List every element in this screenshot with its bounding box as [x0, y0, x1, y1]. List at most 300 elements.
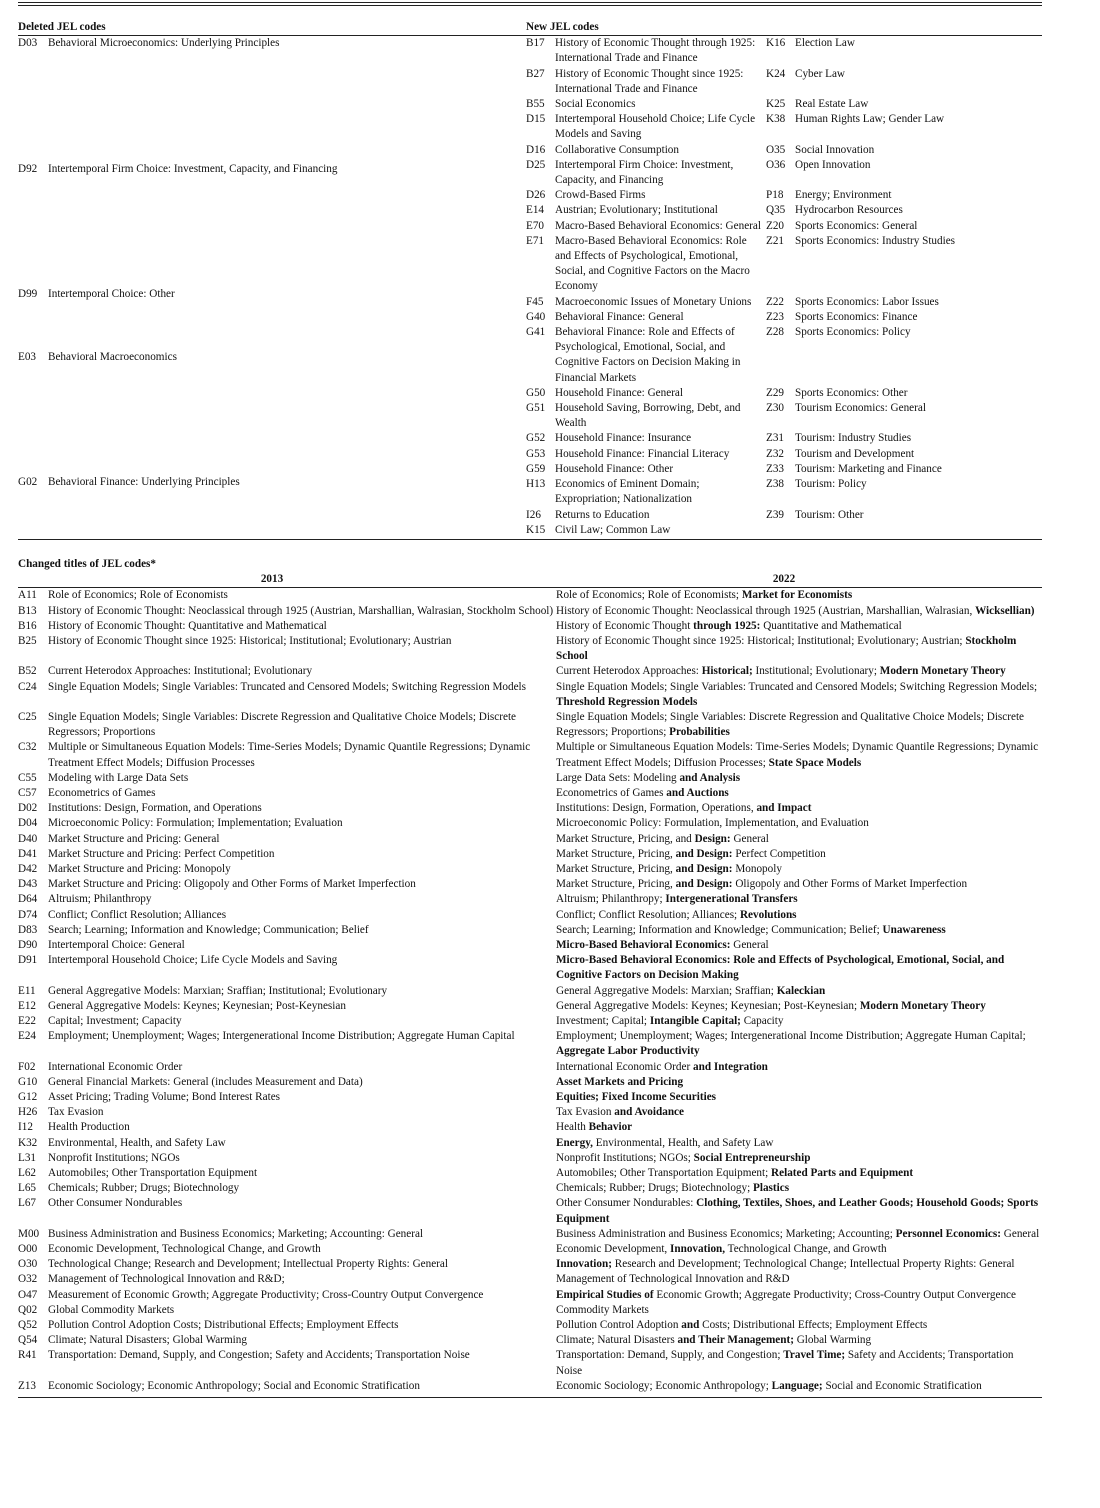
- deleted-codes-table: [18, 36, 526, 538]
- new-title-2022: [556, 1166, 1042, 1181]
- new-code: Z29: [766, 386, 785, 399]
- unchanged-text: General: [1000, 1227, 1040, 1240]
- new-title-2022: [556, 938, 1042, 953]
- new-code-title: Sports Economics: Other: [795, 386, 908, 399]
- changed-title-row: [18, 862, 1042, 877]
- new-code-title: Intertemporal Household Choice; Life Cycle Models and Saving: [555, 113, 756, 141]
- new-code-title: Sports Economics: Policy: [795, 326, 911, 339]
- new-code-row: [526, 431, 1042, 446]
- changed-code: D40: [18, 832, 38, 845]
- new-code-title: Energy; Environment: [795, 189, 892, 202]
- year-header-row: [18, 572, 1042, 587]
- changed-title-row: [18, 1227, 1042, 1242]
- new-code-row: [526, 143, 1042, 158]
- new-title-2022: [556, 908, 1042, 923]
- new-code-title: Macro-Based Behavioral Economics: General: [555, 219, 761, 232]
- unchanged-text: History of Economic Thought: Neoclassical through 1925 (Austrian, Marshallian, Walrasian,: [556, 604, 976, 617]
- new-code-title: Sports Economics: Finance: [795, 310, 918, 323]
- new-code: E70: [526, 219, 545, 232]
- changed-title-row: [18, 1060, 1042, 1075]
- unchanged-text: Market Structure, Pricing,: [556, 878, 676, 891]
- new-code: D15: [526, 113, 546, 126]
- deleted-code-row: [18, 475, 526, 538]
- new-codes-header: New JEL codes: [526, 21, 599, 33]
- new-code: G53: [526, 447, 546, 460]
- changed-text-bold: Equities; Fixed Income Securities: [556, 1091, 717, 1104]
- unchanged-text: Current Heterodox Approaches:: [556, 665, 702, 678]
- new-code-title: Intertemporal Firm Choice: Investment, Capacity, and Financing: [555, 158, 734, 187]
- changed-title-row: [18, 847, 1042, 862]
- new-code: O36: [766, 158, 786, 171]
- unchanged-text: General: [730, 938, 769, 951]
- changed-text-bold: Related Parts and Equipment: [771, 1167, 914, 1180]
- changed-title-row: [18, 1014, 1042, 1029]
- new-title-2022: [556, 847, 1042, 862]
- new-code-row: [526, 219, 1042, 234]
- changed-text-bold: Probabilities: [669, 726, 730, 739]
- new-title-2022: [556, 832, 1042, 847]
- changed-title-row: [18, 832, 1042, 847]
- new-code-row: [526, 234, 1042, 295]
- changed-code: E22: [18, 1015, 37, 1027]
- new-code: Z33: [766, 462, 785, 475]
- new-code: Q35: [766, 204, 786, 217]
- changed-code: L31: [18, 1151, 37, 1164]
- new-code-row: [526, 523, 1042, 538]
- changed-code: I12: [18, 1121, 33, 1134]
- new-code: E71: [526, 234, 545, 247]
- new-code-title: Behavioral Finance: Role and Effects of Psychological, Emotional, Social, and Cognitive Factors on Decision Making in Financial Markets: [555, 326, 741, 384]
- new-code-title: Sports Economics: General: [795, 219, 918, 232]
- new-code-row: [526, 462, 1042, 477]
- changed-code: D83: [18, 923, 38, 936]
- new-code: G52: [526, 432, 546, 445]
- new-code: G50: [526, 386, 546, 399]
- changed-code: E11: [18, 984, 36, 997]
- unchanged-text: Pollution Control Adoption: [556, 1319, 682, 1332]
- new-code-title: Civil Law; Common Law: [555, 523, 671, 536]
- changed-text-bold: and Impact: [756, 802, 812, 815]
- changed-title-row: [18, 710, 1042, 740]
- old-title-2013: General Aggregative Models: Keynes; Keynesian; Post-Keynesian: [48, 999, 346, 1012]
- changed-title-row: [18, 634, 1042, 664]
- new-code-title: Household Finance: Other: [555, 462, 674, 475]
- old-title-2013: Automobiles; Other Transportation Equipment: [48, 1167, 258, 1180]
- old-title-2013: Global Commodity Markets: [48, 1303, 175, 1316]
- changed-text-bold: Historical;: [701, 665, 753, 678]
- new-title-2022: [556, 1151, 1042, 1166]
- new-title-2022: [556, 1318, 1042, 1333]
- changed-text-bold: Design:: [694, 832, 731, 845]
- new-code: K24: [766, 67, 786, 80]
- changed-code: Q52: [18, 1319, 38, 1332]
- unchanged-text: Economic Development,: [556, 1243, 671, 1256]
- new-code-row: [526, 36, 1042, 66]
- changed-code: E24: [18, 1030, 37, 1043]
- new-title-2022: [556, 801, 1042, 816]
- old-title-2013: Tax Evasion: [48, 1106, 104, 1119]
- changed-text-bold: and Auctions: [666, 786, 729, 799]
- changed-code: D42: [18, 862, 38, 875]
- changed-title-row: [18, 1288, 1042, 1303]
- changed-title-row: [18, 740, 1042, 770]
- new-code-title: Household Finance: General: [555, 386, 683, 399]
- changed-text-bold: and Integration: [693, 1060, 768, 1073]
- new-code: G51: [526, 402, 546, 415]
- new-title-2022: [556, 1136, 1042, 1151]
- changed-code: C25: [18, 710, 37, 723]
- new-code: D26: [526, 189, 546, 202]
- old-title-2013: Pollution Control Adoption Costs; Distributional Effects; Employment Effects: [48, 1319, 399, 1332]
- old-title-2013: Microeconomic Policy: Formulation; Implementation; Evaluation: [48, 817, 343, 830]
- changed-title-row: [18, 1333, 1042, 1348]
- new-title-2022: [556, 1288, 1042, 1303]
- changed-code: H26: [18, 1106, 38, 1119]
- new-code-title: Tourism: Industry Studies: [795, 432, 912, 445]
- changed-text-bold: Plastics: [753, 1182, 790, 1195]
- changed-title-row: [18, 1348, 1042, 1378]
- changed-title-row: [18, 1151, 1042, 1166]
- unchanged-text: Economic Sociology; Economic Anthropology;: [556, 1379, 772, 1392]
- changed-code: M00: [18, 1227, 40, 1240]
- new-title-2022: [556, 1060, 1042, 1075]
- unchanged-text: Econometrics of Games: [556, 786, 667, 799]
- new-title-2022: [556, 1348, 1042, 1378]
- changed-text-bold: Energy,: [556, 1136, 593, 1149]
- changed-title-row: [18, 1075, 1042, 1090]
- new-code-title: History of Economic Thought through 1925: International Trade and Finance: [555, 37, 756, 65]
- old-title-2013: Altruism; Philanthropy: [48, 893, 152, 906]
- new-code-row: [526, 401, 1042, 431]
- changed-code: D41: [18, 847, 38, 860]
- changed-title-row: [18, 938, 1042, 953]
- changed-code: Z13: [18, 1379, 37, 1392]
- changed-code: L62: [18, 1167, 37, 1180]
- changed-code: D91: [18, 954, 38, 967]
- new-title-2022: [556, 786, 1042, 801]
- unchanged-text: Tax Evasion: [556, 1106, 615, 1119]
- changed-title-row: [18, 1318, 1042, 1333]
- new-codes-table: [526, 36, 1042, 538]
- changed-text-bold: Empirical Studies of: [556, 1288, 654, 1301]
- new-code-title: Open Innovation: [795, 158, 871, 171]
- new-code-row: [526, 67, 1042, 97]
- changed-title-row: [18, 1196, 1042, 1226]
- new-code: G41: [526, 326, 546, 339]
- new-code-row: [526, 295, 1042, 310]
- new-code: [766, 523, 795, 538]
- changed-code: D43: [18, 878, 38, 891]
- changed-code: D04: [18, 817, 38, 830]
- new-code-title: Tourism Economics: General: [795, 402, 926, 415]
- changed-code: C55: [18, 771, 37, 784]
- unchanged-text: General Aggregative Models: Keynes; Keynesian; Post-Keynesian;: [556, 999, 860, 1012]
- changed-title-row: [18, 1242, 1042, 1257]
- new-code: B55: [526, 98, 545, 111]
- new-code: K25: [766, 98, 786, 111]
- old-title-2013: General Aggregative Models: Marxian; Sraffian; Institutional; Evolutionary: [48, 984, 388, 997]
- new-title-2022: [556, 1120, 1042, 1135]
- changed-title-row: [18, 786, 1042, 801]
- unchanged-text: Commodity Markets: [556, 1303, 649, 1316]
- new-title-2022: [556, 710, 1042, 740]
- changed-text-bold: Innovation;: [556, 1258, 612, 1271]
- new-code: B27: [526, 67, 545, 80]
- unchanged-text: Investment; Capital;: [556, 1015, 650, 1027]
- changed-code: O00: [18, 1243, 38, 1256]
- changed-code: K32: [18, 1136, 38, 1149]
- old-title-2013: Climate; Natural Disasters; Global Warming: [48, 1334, 247, 1347]
- changed-text-bold: State Space Models: [768, 756, 862, 769]
- changed-text-bold: Innovation,: [670, 1243, 726, 1256]
- changed-code: D02: [18, 802, 38, 815]
- unchanged-text: Costs; Distributional Effects; Employment Effects: [699, 1319, 928, 1332]
- new-code: P18: [766, 189, 784, 202]
- changed-text-bold: Modern Monetary Theory: [879, 665, 1006, 678]
- old-title-2013: Role of Economics; Role of Economists: [48, 589, 228, 602]
- changed-title-row: [18, 604, 1042, 619]
- new-code-title: Social Economics: [555, 98, 636, 111]
- new-code: E14: [526, 204, 545, 217]
- new-code-row: [526, 508, 1042, 523]
- new-code-title: Household Finance: Financial Literacy: [555, 447, 730, 460]
- changed-text-bold: Travel Time;: [783, 1349, 846, 1362]
- changed-code: G12: [18, 1091, 38, 1104]
- deleted-code: E03: [18, 350, 37, 363]
- old-title-2013: Measurement of Economic Growth; Aggregate Productivity; Cross-Country Output Convergence: [48, 1288, 484, 1301]
- old-title-2013: Search; Learning; Information and Knowledge; Communication; Belief: [48, 923, 369, 936]
- changed-code: C32: [18, 741, 37, 754]
- unchanged-text: Single Equation Models; Single Variables: Discrete Regression and Qualitative Choice Models; Discrete Regressors; Proportions;: [556, 710, 1025, 739]
- changed-code: L67: [18, 1197, 37, 1210]
- changed-text-bold: and Design:: [675, 862, 733, 875]
- unchanged-text: Role of Economics; Role of Economists;: [556, 589, 742, 602]
- unchanged-text: Multiple or Simultaneous Equation Models: Time-Series Models; Dynamic Quantile Regressions; Dynamic Treatment Effect Models; Diffusion Processes;: [556, 741, 1039, 769]
- old-title-2013: Single Equation Models; Single Variables: Discrete Regression and Qualitative Choice Models; Discrete Regressors; Proportions: [48, 710, 517, 739]
- changed-code: B13: [18, 604, 37, 617]
- deleted-code: G02: [18, 476, 38, 489]
- deleted-code-row: [18, 36, 526, 161]
- deleted-title: Behavioral Microeconomics: Underlying Principles: [48, 37, 280, 50]
- new-title-2022: [556, 1242, 1042, 1257]
- changed-code: R41: [18, 1349, 37, 1362]
- changed-code: L65: [18, 1182, 37, 1195]
- changed-code: B52: [18, 665, 37, 678]
- changed-title-row: [18, 999, 1042, 1014]
- changed-text-bold: Asset Markets and Pricing: [556, 1075, 684, 1088]
- deleted-title: Intertemporal Choice: Other: [48, 288, 175, 301]
- new-title-2022: [556, 1105, 1042, 1120]
- new-code-row: [526, 477, 1042, 507]
- unchanged-text: Capacity: [740, 1015, 784, 1027]
- changed-text-bold: Modern Monetary Theory: [859, 999, 986, 1012]
- new-title-2022: [556, 634, 1042, 664]
- old-title-2013: Market Structure and Pricing: Monopoly: [48, 862, 231, 875]
- old-title-2013: International Economic Order: [48, 1060, 183, 1073]
- unchanged-text: Oligopoly and Other Forms of Market Imperfection: [732, 878, 968, 891]
- new-code-title: Human Rights Law; Gender Law: [795, 113, 945, 126]
- changed-title-row: [18, 664, 1042, 679]
- changed-title-row: [18, 908, 1042, 923]
- section-one-bottom-rule: [18, 539, 1042, 540]
- new-code: Z30: [766, 402, 785, 415]
- changed-title-row: [18, 1166, 1042, 1181]
- changed-text-bold: Intangible Capital;: [649, 1015, 741, 1027]
- old-title-2013: Economic Development, Technological Change, and Growth: [48, 1243, 321, 1256]
- unchanged-text: History of Economic Thought: [556, 619, 694, 632]
- changed-code: O47: [18, 1288, 38, 1301]
- old-title-2013: Market Structure and Pricing: Oligopoly and Other Forms of Market Imperfection: [48, 878, 416, 891]
- changed-text-bold: Revolutions: [739, 908, 797, 921]
- deleted-codes-header: Deleted JEL codes: [18, 21, 106, 33]
- changed-code: F02: [18, 1060, 36, 1073]
- new-code-row: [526, 447, 1042, 462]
- changed-text-bold: Personnel Economics:: [895, 1227, 1001, 1240]
- section-one-body: [18, 36, 1042, 538]
- new-title-2022: [556, 816, 1042, 831]
- old-title-2013: Econometrics of Games: [48, 786, 156, 799]
- unchanged-text: Search; Learning; Information and Knowledge; Communication; Belief;: [556, 923, 883, 936]
- deleted-code: D99: [18, 288, 38, 301]
- changed-titles-header: Changed titles of JEL codes*: [18, 557, 156, 570]
- new-title-2022: [556, 1333, 1042, 1348]
- new-code-title: Tourism: Other: [795, 508, 864, 521]
- unchanged-text: Chemicals; Rubber; Drugs; Biotechnology;: [556, 1182, 753, 1195]
- deleted-code: D03: [18, 37, 38, 50]
- old-title-2013: History of Economic Thought: Quantitative and Mathematical: [48, 619, 327, 632]
- old-title-2013: Capital; Investment; Capacity: [48, 1015, 182, 1027]
- old-title-2013: Modeling with Large Data Sets: [48, 771, 189, 784]
- new-title-2022: [556, 1257, 1042, 1272]
- new-code: O35: [766, 143, 786, 156]
- changed-text-bold: and Avoidance: [614, 1106, 684, 1119]
- new-code-title: Tourism and Development: [795, 447, 915, 460]
- new-title-2022: [556, 680, 1042, 710]
- changed-title-row: [18, 771, 1042, 786]
- changed-title-row: [18, 1272, 1042, 1287]
- deleted-title: Behavioral Macroeconomics: [48, 350, 177, 363]
- new-title-2022: [556, 923, 1042, 938]
- deleted-code-row: [18, 162, 526, 287]
- old-title-2013: Market Structure and Pricing: General: [48, 832, 220, 845]
- new-code-title: Behavioral Finance: General: [555, 310, 684, 323]
- unchanged-text: Transportation: Demand, Supply, and Congestion;: [556, 1349, 784, 1362]
- new-title-2022: [556, 1014, 1042, 1029]
- new-title-2022: [556, 1303, 1042, 1318]
- old-title-2013: Institutions: Design, Formation, and Operations: [48, 802, 262, 815]
- old-title-2013: Environmental, Health, and Safety Law: [48, 1136, 226, 1149]
- new-code: Z28: [766, 326, 785, 339]
- new-code-title: Household Finance: Insurance: [555, 432, 692, 445]
- new-title-2022: [556, 588, 1042, 603]
- changed-title-row: [18, 801, 1042, 816]
- new-title-2022: [556, 1090, 1042, 1105]
- changed-code: O32: [18, 1273, 38, 1286]
- unchanged-text: Market Structure, Pricing, and: [556, 832, 695, 845]
- new-title-2022: [556, 862, 1042, 877]
- unchanged-text: Research and Development; Technological Change; Intellectual Property Rights: General: [611, 1258, 1015, 1271]
- changed-code: E12: [18, 999, 37, 1012]
- old-title-2013: Current Heterodox Approaches: Institutional; Evolutionary: [48, 665, 313, 678]
- changed-title-row: [18, 923, 1042, 938]
- unchanged-text: Technological Change, and Growth: [725, 1243, 887, 1256]
- old-title-2013: Economic Sociology; Economic Anthropology; Social and Economic Stratification: [48, 1379, 420, 1392]
- unchanged-text: General: [730, 832, 769, 845]
- unchanged-text: Global Warming: [793, 1334, 872, 1347]
- changed-text-bold: and: [681, 1319, 700, 1332]
- new-code: K16: [766, 37, 786, 50]
- old-title-2013: Intertemporal Household Choice; Life Cycle Models and Saving: [48, 954, 338, 967]
- new-code-title: Returns to Education: [555, 508, 650, 521]
- new-code-title: Tourism: Policy: [795, 478, 867, 491]
- new-code-title: Real Estate Law: [795, 98, 869, 111]
- new-code-title: Collaborative Consumption: [555, 143, 679, 156]
- unchanged-text: Environmental, Health, and Safety Law: [592, 1136, 774, 1149]
- old-title-2013: Intertemporal Choice: General: [48, 938, 185, 951]
- new-code-title: History of Economic Thought since 1925: International Trade and Finance: [555, 67, 744, 95]
- new-code: Z23: [766, 310, 785, 323]
- deleted-title: Behavioral Finance: Underlying Principles: [48, 476, 240, 489]
- changed-title-row: [18, 619, 1042, 634]
- year-new-label: 2022: [772, 573, 796, 586]
- unchanged-text: Nonprofit Institutions; NGOs;: [556, 1151, 694, 1164]
- unchanged-text: Climate; Natural Disasters: [556, 1334, 678, 1347]
- unchanged-text: Perfect Competition: [732, 847, 826, 860]
- section-headers: [18, 20, 1042, 35]
- new-code: F45: [526, 295, 544, 308]
- unchanged-text: Management of Technological Innovation and R&D: [556, 1273, 790, 1286]
- old-title-2013: Multiple or Simultaneous Equation Models: Time-Series Models; Dynamic Quantile Regressions; Dynamic Treatment Effect Models; Diffusion Processes: [48, 741, 531, 769]
- changed-text-bold: Intergenerational Transfers: [665, 893, 798, 906]
- unchanged-text: Quantitative and Mathematical: [760, 619, 902, 632]
- unchanged-text: Single Equation Models; Single Variables: Truncated and Censored Models; Switching Regression Models;: [556, 680, 1038, 693]
- changed-text-bold: Market for Economists: [741, 589, 853, 602]
- old-title-2013: Nonprofit Institutions; NGOs: [48, 1151, 180, 1164]
- old-title-2013: General Financial Markets: General (includes Measurement and Data): [48, 1075, 363, 1088]
- new-code: K15: [526, 523, 546, 536]
- changed-code: Q02: [18, 1303, 38, 1316]
- jel-codes-document: [18, 0, 1042, 1398]
- changed-text-bold: and Design:: [675, 847, 733, 860]
- new-code: G59: [526, 462, 546, 475]
- unchanged-text: Large Data Sets: Modeling: [556, 771, 680, 784]
- new-code: Z31: [766, 432, 785, 445]
- new-code-row: [526, 386, 1042, 401]
- new-title-2022: [556, 1227, 1042, 1242]
- new-code: K38: [766, 113, 786, 126]
- new-title-2022: [556, 664, 1042, 679]
- unchanged-text: Other Consumer Nondurables:: [556, 1197, 697, 1210]
- deleted-title: Intertemporal Firm Choice: Investment, Capacity, and Financing: [48, 162, 338, 175]
- changed-title-row: [18, 1181, 1042, 1196]
- new-title-2022: [556, 604, 1042, 619]
- unchanged-text: Economic Growth; Aggregate Productivity; Cross-Country Output Convergence: [653, 1288, 1016, 1301]
- new-code: Z22: [766, 295, 785, 308]
- changed-text-bold: Kaleckian: [776, 984, 826, 997]
- changed-code: D74: [18, 908, 38, 921]
- new-code-title: Sports Economics: Industry Studies: [795, 234, 956, 247]
- changed-title-row: [18, 1090, 1042, 1105]
- new-title-2022: [556, 953, 1042, 983]
- changed-title-row: [18, 984, 1042, 999]
- changed-title-row: [18, 1120, 1042, 1135]
- unchanged-text: Market Structure, Pricing,: [556, 847, 676, 860]
- new-code-title: Tourism: Marketing and Finance: [795, 462, 942, 475]
- changed-text-bold: Micro-Based Behavioral Economics: Role and Effects of Psychological, Emotional, Social, and Cognitive Factors on Decision Making: [556, 954, 1005, 982]
- old-title-2013: Asset Pricing; Trading Volume; Bond Interest Rates: [48, 1091, 281, 1104]
- changed-code: D64: [18, 893, 38, 906]
- changed-code: O30: [18, 1258, 38, 1271]
